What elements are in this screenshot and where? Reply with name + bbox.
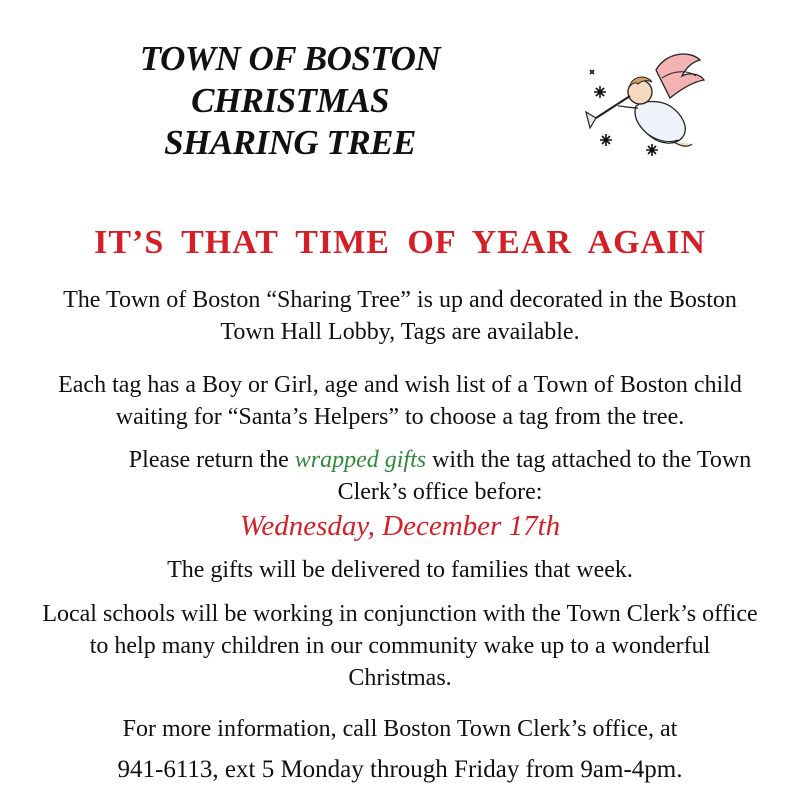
return-text-end: with the tag attached to the Town Clerk’s office before: [337,447,752,505]
wrapped-gifts-emphasis: wrapped gifts [294,447,427,473]
contact-info-line: For more information, call Boston Town Clerk’s office, at [122,716,678,742]
deadline-date: Wednesday, December 17th [239,510,561,542]
paragraph-tree-location: The Town of Boston “Sharing Tree” is up and decorated in the Boston Town Hall Lobby, Tags are available. [63,287,737,345]
angel-trumpet-icon [578,48,708,168]
contact-hours-line: 941-6113, ext 5 Monday through Friday from 9am-4pm. [117,756,683,783]
title-line-3: SHARING TREE [164,123,416,162]
return-text-start: Please return the [128,447,295,473]
flyer-title [60,38,520,164]
title-line-2: CHRISTMAS [191,81,389,120]
paragraph-delivery: The gifts will be delivered to families that week. [167,557,633,583]
paragraph-return-instructions [100,444,780,508]
paragraph-schools: Local schools will be working in conjunction with the Town Clerk’s office to help many children in our community wake up to a wonderful Christmas. [42,601,758,691]
title-line-1: TOWN OF BOSTON [139,39,441,78]
headline: IT’S THAT TIME OF YEAR AGAIN [94,224,706,261]
paragraph-tag-details: Each tag has a Boy or Girl, age and wish list of a Town of Boston child waiting for “Santa’s Helpers” to choose a tag from the tree. [58,372,742,430]
